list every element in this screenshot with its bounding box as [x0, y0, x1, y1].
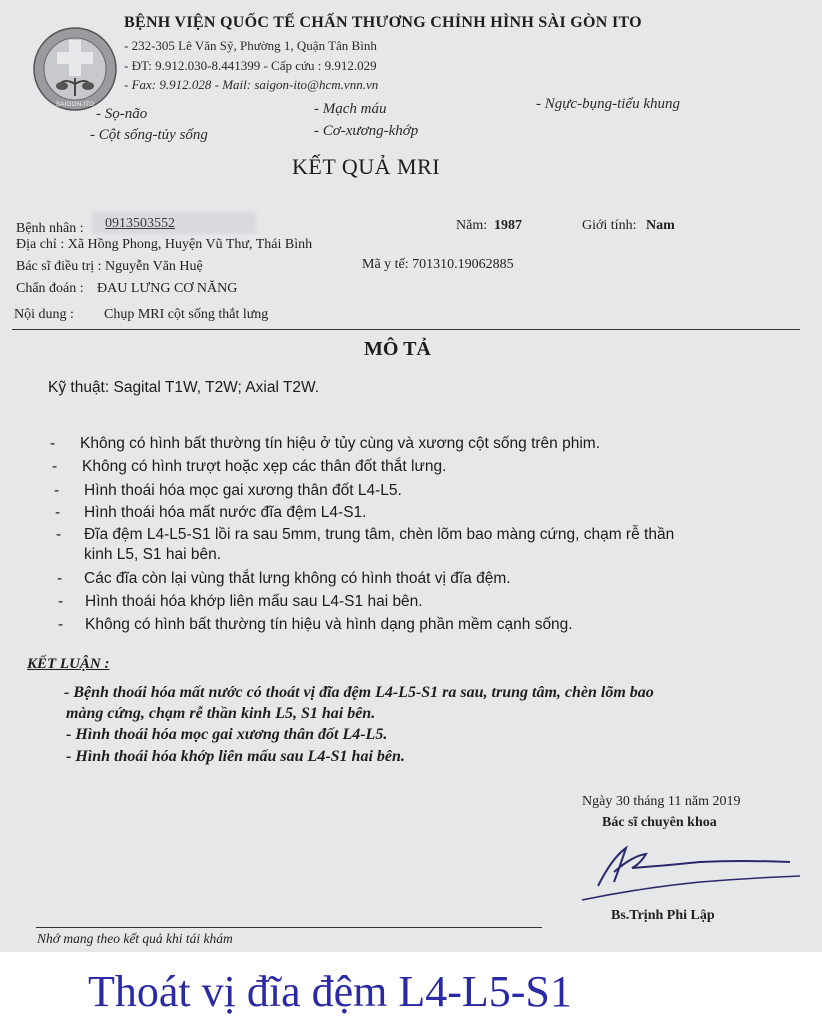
specialty-item: - Ngực-bụng-tiểu khung	[536, 96, 680, 112]
handwritten-signature	[580, 838, 810, 908]
conclusion-title: KẾT LUẬN :	[27, 656, 110, 672]
finding-item: Không có hình trượt hoặc xẹp các thân đốt thắt lưng.	[82, 458, 447, 475]
finding-item: Các đĩa còn lại vùng thắt lưng không có hình thoát vị đĩa đệm.	[84, 570, 511, 587]
hospital-fax-mail: - Fax: 9.912.028 - Mail: saigon-ito@hcm.vnn.vn	[124, 77, 379, 92]
hospital-logo	[32, 26, 118, 112]
caption-text: Thoát vị đĩa đệm L4-L5-S1	[88, 967, 572, 1016]
specialty-item: - Sọ-não	[96, 106, 148, 122]
diagnosis-label: Chẩn đoán :	[16, 281, 84, 296]
year-value: 1987	[494, 218, 522, 233]
specialty-item: - Cơ-xương-khớp	[314, 123, 419, 139]
year-label: Năm:	[456, 218, 488, 233]
content-label: Nội dung :	[14, 307, 74, 322]
finding-item-continued: kinh L5, S1 hai bên.	[84, 546, 222, 563]
bullet-dash: -	[50, 435, 56, 452]
signer-name: Bs.Trịnh Phi Lập	[611, 908, 715, 923]
treating-doctor: Bác sĩ điều trị : Nguyễn Văn Huệ	[16, 259, 203, 274]
finding-item: Không có hình bất thường tín hiệu ở tủy cùng và xương cột sống trên phim.	[80, 435, 600, 452]
specialty-item: - Mạch máu	[314, 101, 387, 117]
bullet-dash: -	[58, 593, 64, 610]
bullet-dash: -	[58, 616, 64, 633]
report-date: Ngày 30 tháng 11 năm 2019	[582, 794, 741, 809]
conclusion-line: - Bệnh thoái hóa mất nước có thoát vị đĩa đệm L4-L5-S1 ra sau, trung tâm, chèn lõm bao	[64, 684, 654, 701]
bullet-dash: -	[52, 458, 58, 475]
finding-item: Hình thoái hóa mất nước đĩa đệm L4-S1.	[84, 504, 367, 521]
divider-line	[12, 329, 800, 330]
patient-address: Địa chỉ : Xã Hồng Phong, Huyện Vũ Thư, Thái Bình	[16, 237, 313, 252]
signer-role: Bác sĩ chuyên khoa	[602, 815, 717, 830]
footer-line	[36, 927, 542, 928]
footer-note: Nhớ mang theo kết quả khi tái khám	[37, 931, 233, 946]
conclusion-line: - Hình thoái hóa khớp liên mấu sau L4-S1 hai bên.	[66, 748, 405, 765]
patient-name-label: Bệnh nhân :	[16, 221, 84, 236]
technique-line: Kỹ thuật: Sagital T1W, T2W; Axial T2W.	[48, 379, 320, 396]
description-title: MÔ TẢ	[364, 338, 431, 360]
specialty-item: - Cột sống-tủy sống	[90, 127, 208, 143]
diagnosis-value: ĐAU LƯNG CƠ NĂNG	[97, 281, 238, 296]
content-value: Chụp MRI cột sống thắt lưng	[104, 307, 269, 322]
conclusion-line: - Hình thoái hóa mọc gai xương thân đốt L4-L5.	[66, 726, 388, 743]
gender-value: Nam	[646, 218, 675, 233]
finding-item: Không có hình bất thường tín hiệu và hình dạng phần mềm cạnh sống.	[85, 616, 573, 633]
gender-label: Giới tính:	[582, 218, 637, 233]
bullet-dash: -	[54, 482, 60, 499]
report-title: KẾT QUẢ MRI	[292, 154, 441, 179]
patient-name-value: 0913503552	[105, 216, 175, 231]
hospital-name: BỆNH VIỆN QUỐC TẾ CHẤN THƯƠNG CHỈNH HÌNH SÀI GÒN ITO	[124, 14, 642, 31]
hospital-address: - 232-305 Lê Văn Sỹ, Phường 1, Quận Tân Bình	[124, 38, 377, 53]
insurance-code: Mã y tế: 701310.19062885	[362, 257, 514, 272]
finding-item: Hình thoái hóa khớp liên mấu sau L4-S1 hai bên.	[85, 593, 423, 610]
bullet-dash: -	[56, 526, 62, 543]
finding-item: Hình thoái hóa mọc gai xương thân đốt L4-L5.	[84, 482, 402, 499]
conclusion-line: màng cứng, chạm rễ thần kinh L5, S1 hai bên.	[66, 705, 376, 722]
bullet-dash: -	[55, 504, 61, 521]
finding-item: Đĩa đệm L4-L5-S1 lồi ra sau 5mm, trung tâm, chèn lõm bao màng cứng, chạm rễ thần	[84, 526, 675, 543]
bullet-dash: -	[57, 570, 63, 587]
logo-text: SAIGON-ITO	[55, 101, 95, 108]
hospital-phone: - ĐT: 9.912.030-8.441399 - Cấp cứu : 9.912.029	[124, 58, 377, 73]
